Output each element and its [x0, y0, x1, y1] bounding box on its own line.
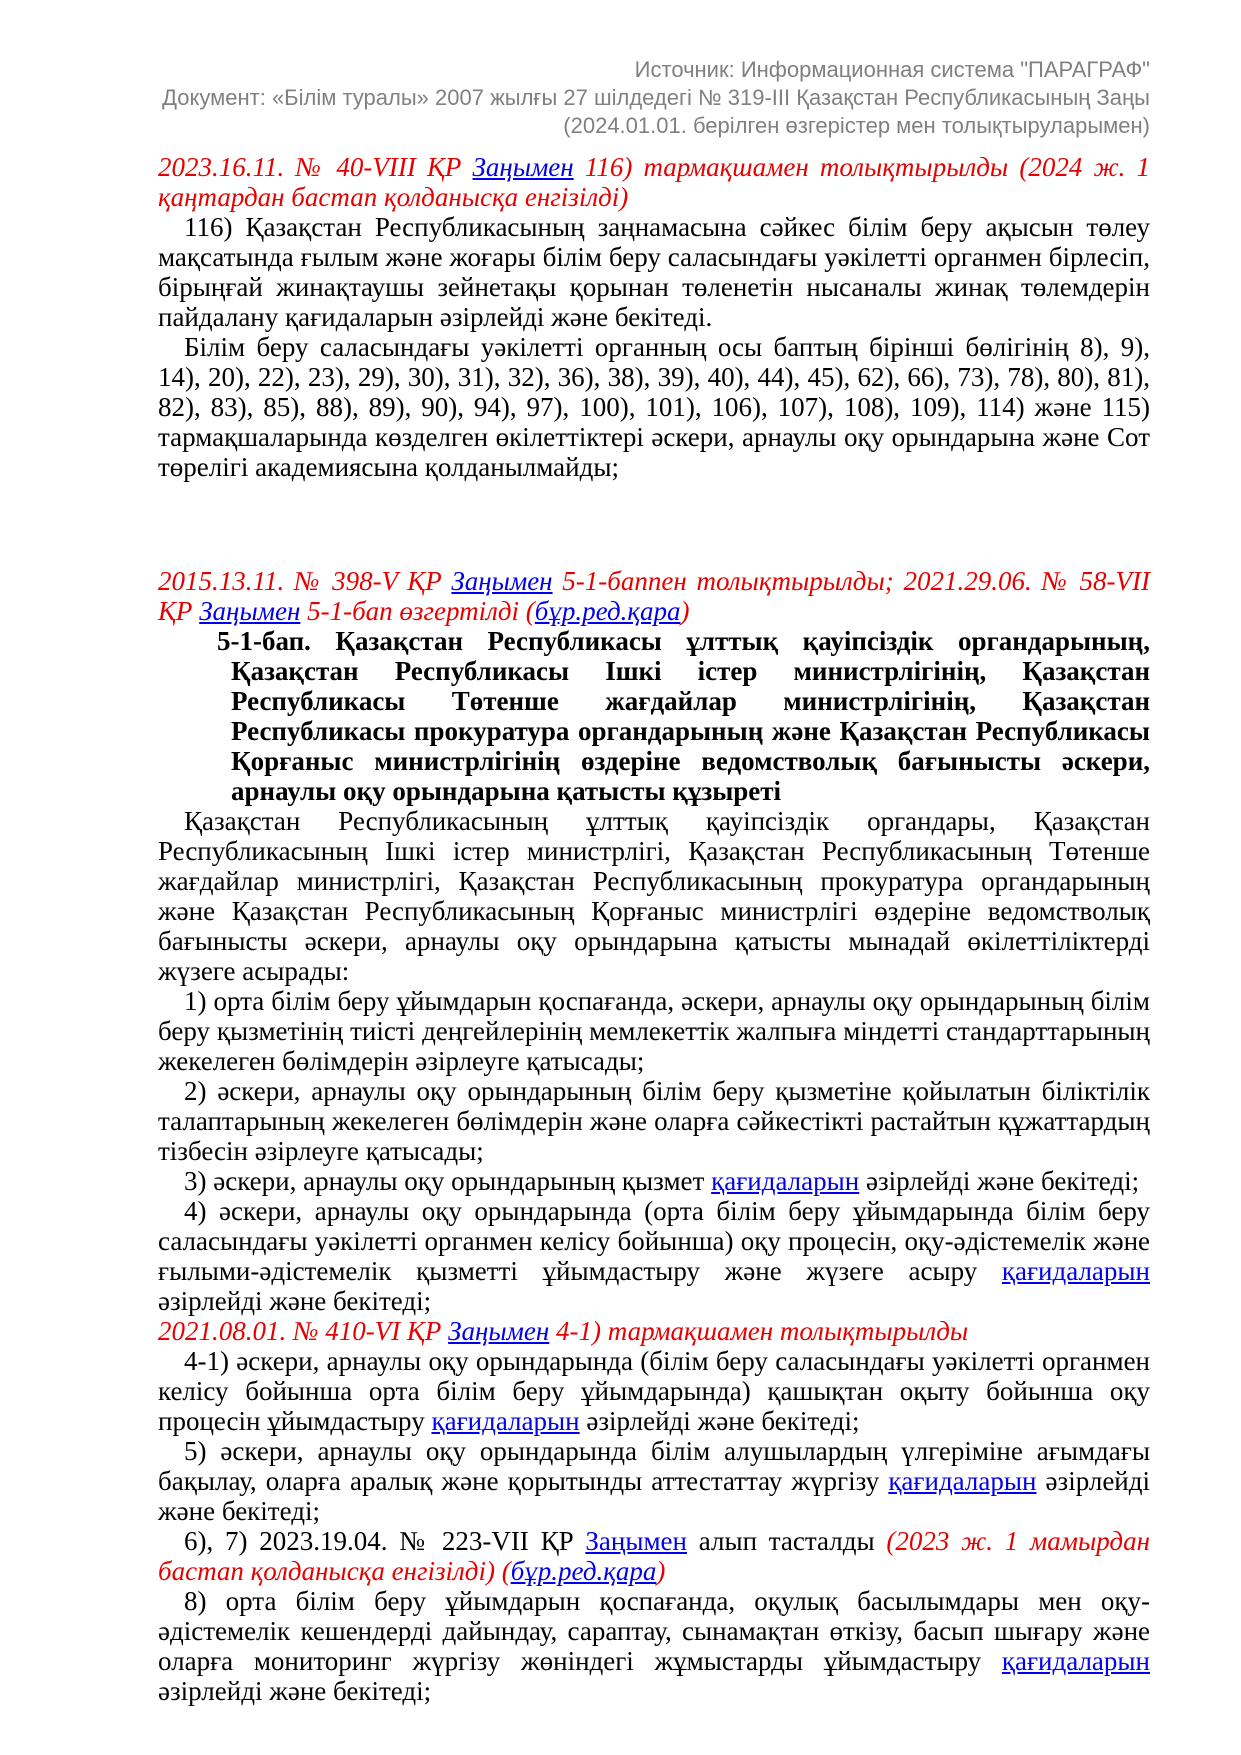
subparagraph-5	[158, 1436, 1150, 1526]
rules-link-3[interactable]: қағидаларын	[711, 1166, 860, 1196]
law-link-2021-410[interactable]: Заңымен	[448, 1316, 550, 1346]
amendment-text-segment: (2023 ж. 1 мамырдан бастап қолданысқа енгізілді) (	[158, 1526, 1150, 1586]
text-segment: әзірлейді және бекітеді;	[158, 1466, 1150, 1526]
text-segment: 4-1) тармақшамен толықтырылды	[549, 1316, 969, 1346]
document-header	[158, 56, 1150, 140]
subparagraph-2: 2) әскери, арнаулы оқу орындарының білім беру қызметіне қойылатын біліктілік талаптарының жекелеген бөлімдерін және оларға сәйкестікті растайтын құжаттардың тізбесін әзірлеуге қатысады;	[158, 1076, 1150, 1166]
text-segment: 3) әскери, арнаулы оқу орындарының қызмет	[184, 1166, 712, 1196]
subparagraph-4	[158, 1196, 1150, 1316]
law-link-2015-398[interactable]: Заңымен	[451, 566, 553, 596]
text-segment: 116) тармақшамен толықтырылды (2024 ж. 1 қаңтардан бастап қолданысқа енгізілді)	[158, 152, 1150, 212]
text-segment: әзірлейді және бекітеді;	[158, 1286, 432, 1316]
law-link-2023-40[interactable]: Заңымен	[472, 152, 574, 182]
text-segment: әзірлейді және бекітеді;	[859, 1166, 1140, 1196]
document-title-line: Документ: «Білім туралы» 2007 жылғы 27 шілдедегі № 319-III Қазақстан Республикасының Заңы	[162, 85, 1150, 110]
text-segment: 2021.08.01. № 410-VI ҚР	[158, 1316, 449, 1346]
prev-edition-link[interactable]: бұр.ред.қара	[534, 596, 681, 626]
subparagraph-3	[158, 1166, 1150, 1196]
amendment-note-116	[158, 152, 1150, 212]
revision-line: (2024.01.01. берілген өзгерістер мен толықтыруларымен)	[563, 113, 1150, 138]
text-segment: 4-1) әскери, арнаулы оқу орындарында (білім беру саласындағы уәкілетті органмен келісу бойынша орта білім беру ұйымдарында) қашықтан оқыту бойынша оқу процесін ұйымдастыру	[158, 1346, 1150, 1436]
paragraph-intro: Қазақстан Республикасының ұлттық қауіпсіздік органдары, Қазақстан Республикасының Ішкі істер министрлігі, Қазақстан Республикасының Төтенше жағдайлар министрлігі, Қазақстан Республикасының прокуратура органдарының және Қазақстан Республикасының Қорғаныс министрлігі өздеріне ведомстволық бағынысты әскери, арнаулы оқу орындарына қатысты мынадай өкілеттіліктерді жүзеге асырады:	[158, 806, 1150, 986]
text-segment: әзірлейді және бекітеді;	[158, 1676, 432, 1706]
subparagraph-6-7-removed	[158, 1526, 1150, 1586]
amendment-text-segment: )	[656, 1556, 666, 1586]
text-segment: әзірлейді және бекітеді;	[579, 1406, 860, 1436]
amendment-note-5-1	[158, 566, 1150, 626]
subparagraph-4-1	[158, 1346, 1150, 1436]
text-segment: 2015.13.11. № 398-V ҚР	[158, 566, 452, 596]
paragraph-powers-exclusion: Білім беру саласындағы уәкілетті органның осы баптың бірінші бөлігінің 8), 9), 14), 20), 22), 23), 29), 30), 31), 32), 36), 38), 39), 40), 44), 45), 62), 66), 73), 78), 80), 81), 82), 83), 85), 88), 89), 90), 94), 97), 100), 101), 106), 107), 108), 109), 114) және 115) тармақшаларында көзделген өкілеттіктері әскери, арнаулы оқу орындарына және Сот төрелігі академиясына қолданылмайды;	[158, 332, 1150, 482]
rules-link-5[interactable]: қағидаларын	[888, 1466, 1037, 1496]
text-segment: алып тасталды	[686, 1526, 887, 1556]
paragraph-116: 116) Қазақстан Республикасының заңнамасына сәйкес білім беру ақысын төлеу мақсатында ғылым және жоғары білім беру саласындағы уәкілетті органмен бірлесіп, бірыңғай жинақтаушы зейнетақы қорынан төленетін нысаналы жинақ төлемдерін пайдалану қағидаларын әзірлейді және бекітеді.	[158, 212, 1150, 332]
text-segment: 5-1-бап өзгертілді (	[300, 596, 535, 626]
law-link-2023-223[interactable]: Заңымен	[585, 1526, 687, 1556]
law-link-2021-58[interactable]: Заңымен	[199, 596, 301, 626]
article-5-1-heading: 5-1-бап. Қазақстан Республикасы ұлттық қауіпсіздік органдарының, Қазақстан Республикасы Ішкі істер министрлігінің, Қазақстан Республикасы Төтенше жағдайлар министрлігінің, Қазақстан Республикасы прокуратура органдарының және Қазақстан Республикасы Қорғаныс министрлігінің өздеріне ведомстволық бағынысты әскери, арнаулы оқу орындарына қатысты құзыреті	[217, 626, 1150, 806]
subparagraph-1: 1) орта білім беру ұйымдарын қоспағанда, әскери, арнаулы оқу орындарының білім беру қызметінің тиісті деңгейлерінің мемлекеттік жалпыға міндетті стандарттарының жекелеген бөлімдерін әзірлеуге қатысады;	[158, 986, 1150, 1076]
text-segment: 2023.16.11. № 40-VIII ҚР	[158, 152, 473, 182]
rules-link-4-1[interactable]: қағидаларын	[431, 1406, 580, 1436]
text-segment: 5-1-баппен толықтырылды; 2021.29.06. № 58-VII ҚР	[158, 566, 1151, 626]
text-segment: 8) орта білім беру ұйымдарын қоспағанда, оқулық басылымдары мен оқу-әдістемелік кешендерді дайындау, сараптау, сынамақтан өткізу, басып шығару және оларға мониторинг жүргізу жөніндегі жұмыстарды ұйымдастыру	[158, 1586, 1150, 1676]
text-segment: 6), 7) 2023.19.04. № 223-VII ҚР	[184, 1526, 586, 1556]
source-line: Источник: Информационная система "ПАРАГРАФ"	[634, 57, 1150, 82]
prev-edition-link-2[interactable]: бұр.ред.қара	[510, 1556, 657, 1586]
rules-link-8[interactable]: қағидаларын	[1001, 1646, 1150, 1676]
text-segment: 5) әскери, арнаулы оқу орындарында білім алушылардың үлгеріміне ағымдағы бақылау, оларға аралық және қорытынды аттестаттау жүргізу	[158, 1436, 1150, 1496]
text-segment: )	[680, 596, 690, 626]
subparagraph-8	[158, 1586, 1150, 1706]
amendment-note-4-1	[158, 1316, 1150, 1346]
text-segment: 4) әскери, арнаулы оқу орындарында (орта білім беру ұйымдарында білім беру саласындағы уәкілетті органмен келісу бойынша) оқу процесін, оқу-әдістемелік және ғылыми-әдістемелік қызметті ұйымдастыру және жүзеге асыру	[158, 1196, 1150, 1286]
rules-link-4[interactable]: қағидаларын	[1001, 1256, 1150, 1286]
